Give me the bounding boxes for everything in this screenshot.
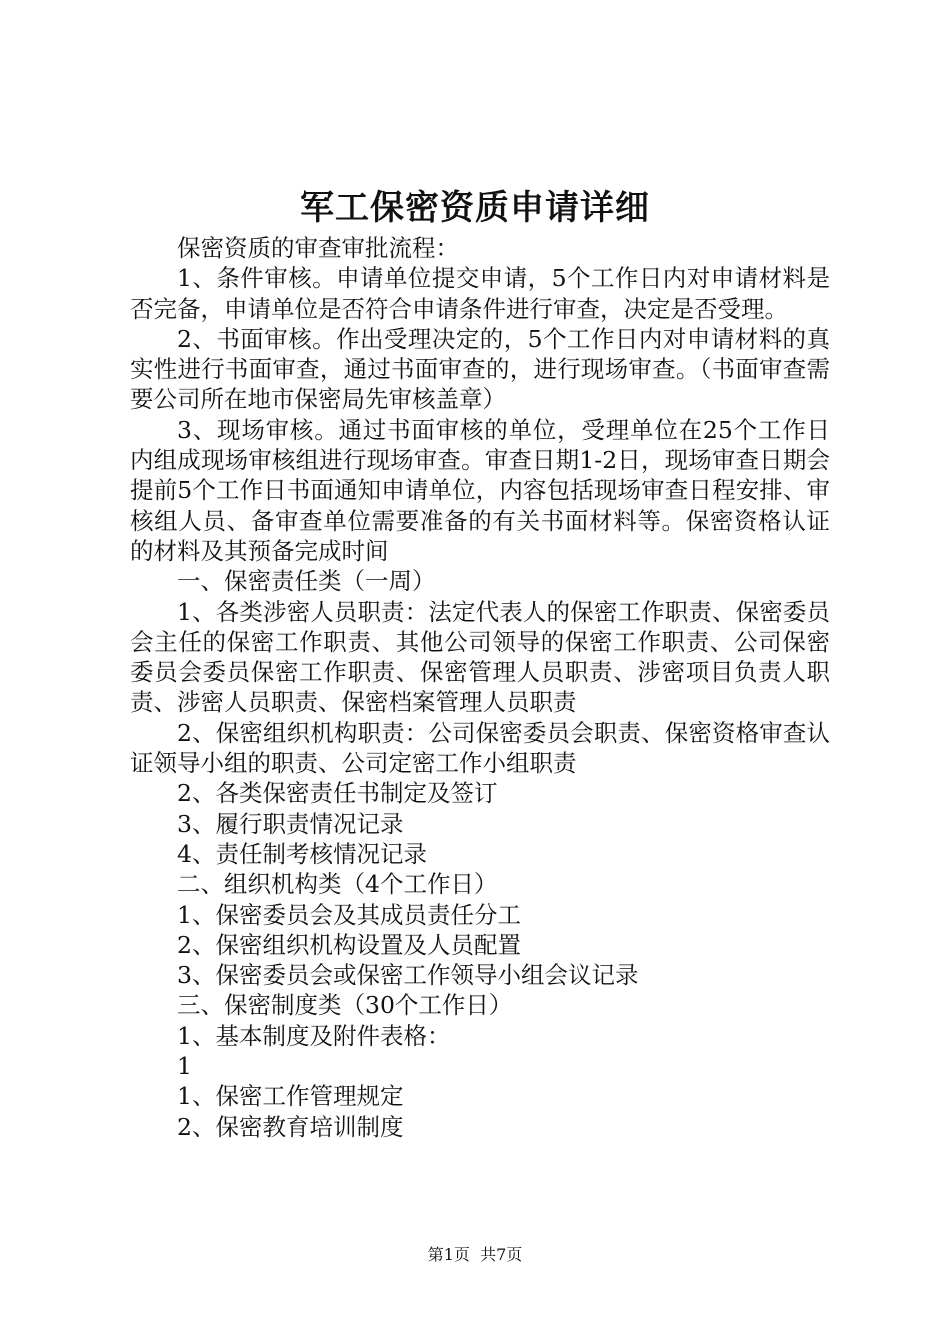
paragraph: 保密资质的审查审批流程： [177, 234, 459, 262]
document-title: 军工保密资质申请详细 [300, 188, 650, 228]
paragraph: 2、保密教育培训制度 [177, 1112, 404, 1141]
paragraph: 一、保密责任类（一周） [177, 567, 436, 596]
paragraph: 1、基本制度及附件表格： [177, 1021, 451, 1050]
document-body [130, 233, 830, 1142]
paragraph: 4、责任制考核情况记录 [177, 839, 427, 868]
paragraph: 1、各类涉密人员职责：法定代表人的保密工作职责、保密委员会主任的保密工作职责、其他公司领导的保密工作职责、公司保密委员会委员保密工作职责、保密管理人员职责、涉密项目负责人职责、涉密人员职责、保密档案管理人员职责 [130, 597, 830, 717]
paragraph: 三、保密制度类（30个工作日） [177, 991, 513, 1020]
paragraph: 二、组织机构类（4个工作日） [177, 870, 498, 899]
paragraph: 1、条件审核。申请单位提交申请，5个工作日内对申请材料是否完备，申请单位是否符合申请条件进行审查，决定是否受理。 [130, 264, 830, 323]
paragraph: 2、各类保密责任书制定及签订 [177, 779, 498, 808]
paragraph: 3、履行职责情况记录 [177, 809, 404, 838]
paragraph: 3、现场审核。通过书面审核的单位，受理单位在25个工作日内组成现场审核组进行现场审查。审查日期1-2日，现场审查日期会提前5个工作日书面通知申请单位，内容包括现场审查日程安排、审核组人员、备审查单位需要准备的有关书面材料等。保密资格认证的材料及其预备完成时间 [130, 415, 830, 565]
page-number-footer: 第1页 共7页 [427, 1245, 523, 1264]
paragraph: 1、保密工作管理规定 [177, 1082, 404, 1111]
paragraph: 2、书面审核。作出受理决定的，5个工作日内对申请材料的真实性进行书面审查，通过书面审查的，进行现场审查。（书面审查需要公司所在地市保密局先审核盖章） [130, 324, 830, 414]
paragraph: 2、保密组织机构职责：公司保密委员会职责、保密资格审查认证领导小组的职责、公司定密工作小组职责 [130, 718, 830, 778]
paragraph: 1 [177, 1052, 192, 1081]
paragraph: 1、保密委员会及其成员责任分工 [177, 900, 521, 929]
paragraph: 3、保密委员会或保密工作领导小组会议记录 [177, 961, 639, 990]
paragraph: 2、保密组织机构设置及人员配置 [177, 930, 521, 959]
